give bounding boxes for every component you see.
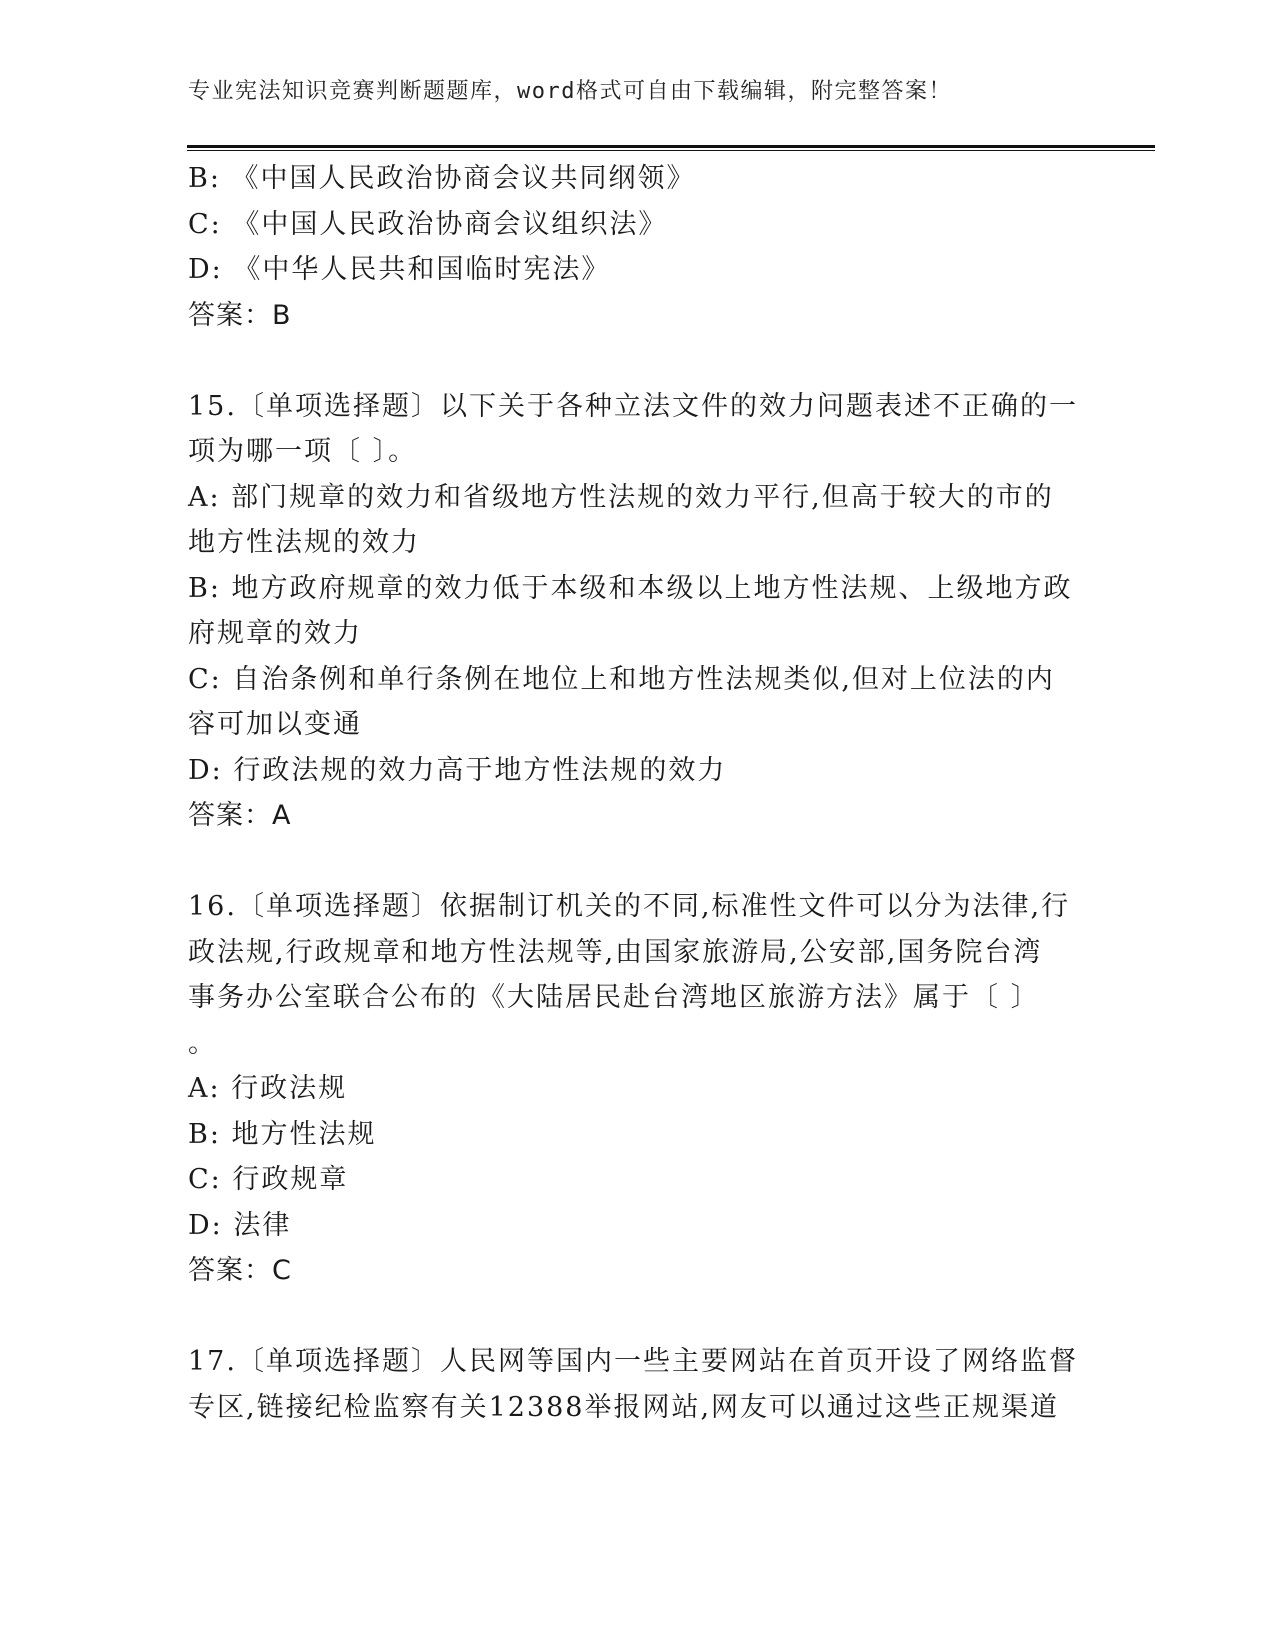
q14-option-d: D: 《中华人民共和国临时宪法》: [188, 254, 611, 285]
q14-option-b: B: 《中国人民政治协商会议共同纲领》: [188, 163, 696, 194]
q16-option-c: C: 行政规章: [188, 1164, 349, 1195]
q15-option-a-line-1: A: 部门规章的效力和省级地方性法规的效力平行,但高于较大的市的: [188, 481, 1054, 513]
header-rule-thick: [187, 145, 1155, 148]
question-14: [188, 156, 1088, 338]
q16-question-line-4: 。: [188, 1027, 217, 1059]
q16-question-line-2: 政法规,行政规章和地方性法规等,由国家旅游局,公安部,国务院台湾: [188, 936, 1043, 968]
q15-question-line-1: 15.〔单项选择题〕以下关于各种立法文件的效力问题表述不正确的一: [188, 390, 1078, 422]
spacer: [188, 839, 1088, 885]
q17-question-line-2: 专区,链接纪检监察有关12388举报网站,网友可以通过这些正规渠道: [188, 1391, 1060, 1423]
question-15: [188, 384, 1088, 839]
page-header: 专业宪法知识竞赛判断题题库，word格式可自由下载编辑，附完整答案！: [188, 79, 952, 104]
q17-question-line-1: 17.〔单项选择题〕人民网等国内一些主要网站在首页开设了网络监督: [188, 1346, 1078, 1377]
q16-option-b: B: 地方性法规: [188, 1118, 377, 1150]
spacer: [188, 1294, 1088, 1340]
question-17: [188, 1339, 1088, 1430]
q14-answer: 答案：B: [188, 299, 292, 331]
q15-option-a-line-2: 地方性法规的效力: [188, 527, 420, 558]
q14-option-c: C: 《中国人民政治协商会议组织法》: [188, 208, 668, 240]
q16-answer: 答案：C: [188, 1255, 292, 1286]
q16-question-line-1: 16.〔单项选择题〕依据制订机关的不同,标准性文件可以分为法律,行: [188, 891, 1071, 922]
q16-option-d: D: 法律: [188, 1209, 292, 1241]
q15-answer: 答案：A: [188, 800, 292, 831]
document-body: [188, 156, 1088, 1430]
header-rule-thin: [187, 150, 1155, 151]
q15-question-line-2: 项为哪一项〔 〕。: [188, 436, 418, 467]
spacer: [188, 338, 1088, 384]
q15-option-d: D: 行政法规的效力高于地方性法规的效力: [188, 754, 727, 786]
question-16: [188, 884, 1088, 1294]
q16-question-line-3: 事务办公室联合公布的《大陆居民赴台湾地区旅游方法》属于〔 〕: [188, 982, 1040, 1013]
q15-option-c-line-1: C: 自治条例和单行条例在地位上和地方性法规类似,但对上位法的内: [188, 663, 1055, 695]
q16-option-a: A: 行政法规: [188, 1073, 348, 1104]
q15-option-b-line-2: 府规章的效力: [188, 618, 362, 649]
q15-option-b-line-1: B: 地方政府规章的效力低于本级和本级以上地方性法规、上级地方政: [188, 572, 1073, 604]
q15-option-c-line-2: 容可加以变通: [188, 709, 362, 740]
